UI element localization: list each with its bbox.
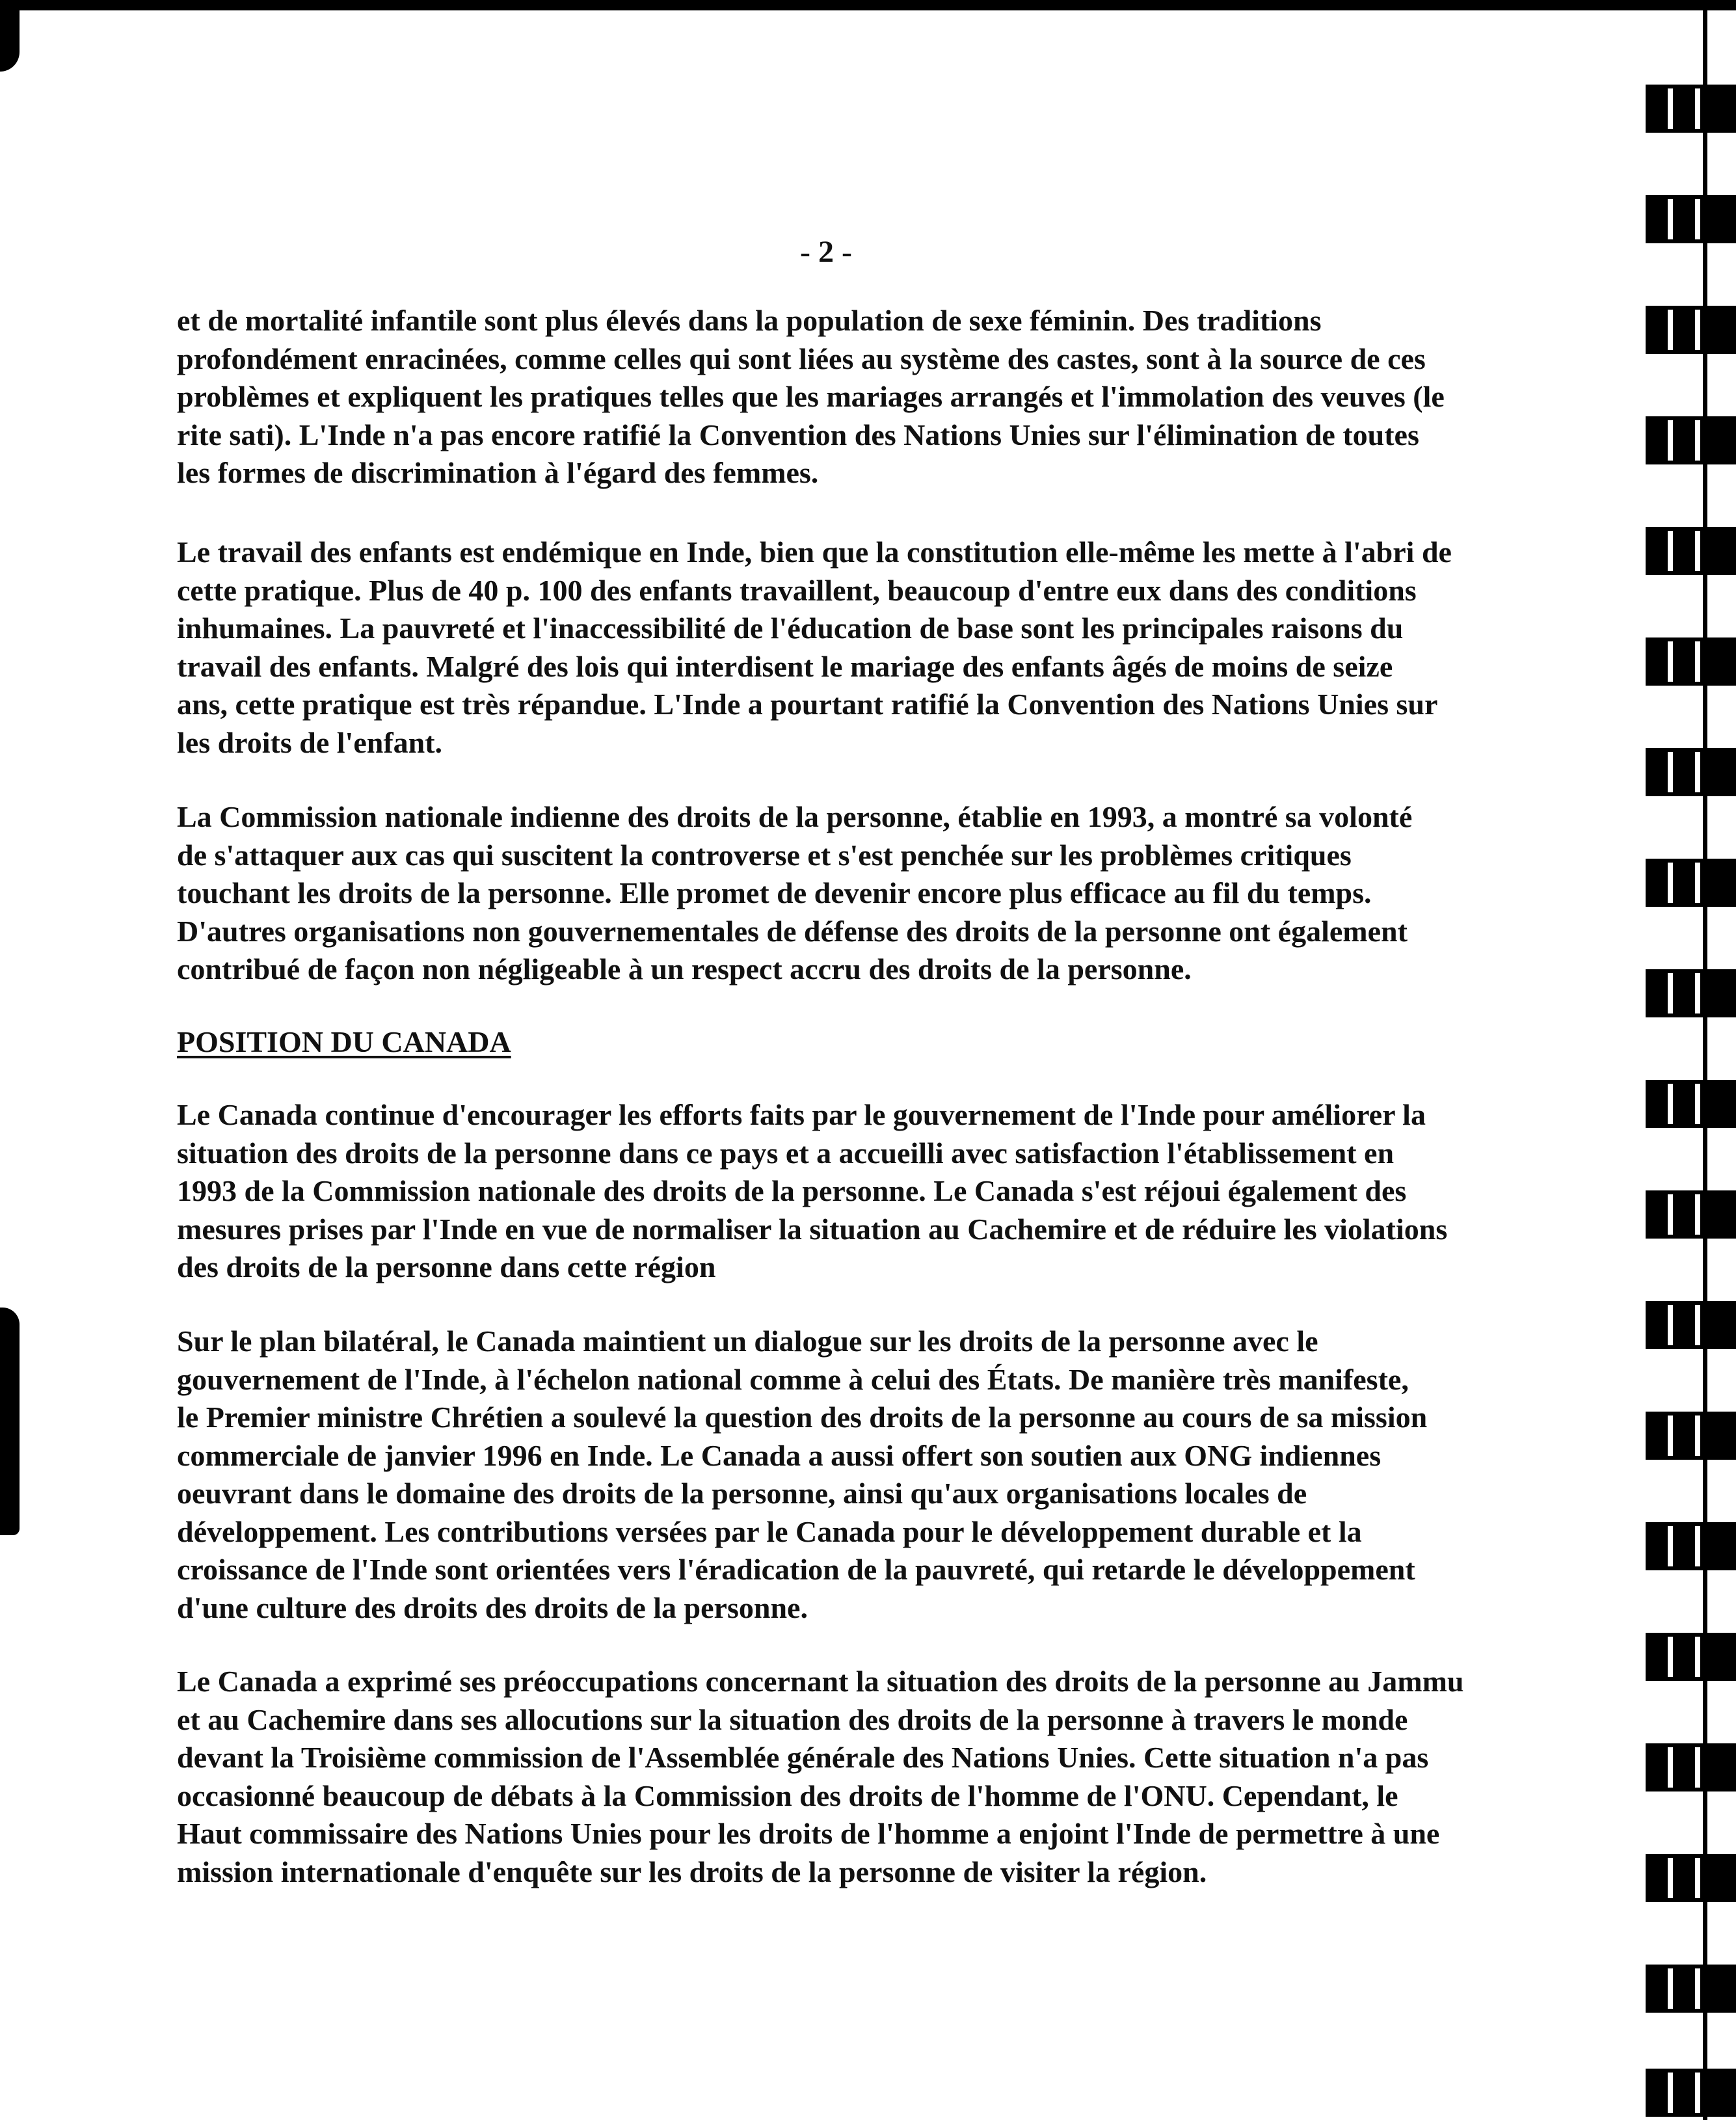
paragraph-kashmir-concerns: Le Canada a exprimé ses préoccupations concernant la situation des droits de la personne au Jammu et au Cachemire dans ses allocutions sur la situation des droits de la personne à travers le monde devant la Troisième commission de l'Assemblée générale des Nations Unies. Cette situation n'a pas occasionné beaucoup de débats à la Commission des droits de l'homme de l'ONU. Cependant, le Haut commissaire des Nations Unies pour les droits de l'homme a enjoint l'Inde de permettre à une mission internationale d'enquête sur les droits de la personne de visiter la région. bbox=[177, 1665, 1464, 1888]
binding-ring bbox=[1646, 1633, 1736, 1681]
binding-ring bbox=[1646, 1190, 1736, 1239]
binding-ring bbox=[1646, 1965, 1736, 2013]
binding-ring bbox=[1646, 85, 1736, 133]
binding-ring bbox=[1646, 1080, 1736, 1128]
binding-ring bbox=[1646, 527, 1736, 575]
paragraph-human-rights-commission: La Commission nationale indienne des droits de la personne, établie en 1993, a montré sa volonté de s'attaquer aux cas qui suscitent la controverse et s'est penchée sur les problèmes critiques touchant les droits de la personne. Elle promet de devenir encore plus efficace au fil du temps. D'autres organisations non gouvernementales de défense des droits de la personne ont également contribué de façon non négligeable à un respect accru des droits de la personne. bbox=[177, 800, 1413, 986]
binding-ring bbox=[1646, 2069, 1736, 2117]
binding-ring bbox=[1646, 637, 1736, 686]
binding-ring bbox=[1646, 748, 1736, 796]
paragraph-bilateral-dialogue: Sur le plan bilatéral, le Canada maintient un dialogue sur les droits de la personne avec le gouvernement de l'Inde, à l'échelon national comme à celui des États. De manière très manifeste, le Premier ministre Chrétien a soulevé la question des droits de la personne au cours de sa mission commerciale de janvier 1996 en Inde. Le Canada a aussi offert son soutien aux ONG indiennes oeuvrant dans le domaine des droits de la personne, ainsi qu'aux organisations locales de développement. Les contributions versées par le Canada pour le développement durable et la croissance de l'Inde sont orientées vers l'éradication de la pauvreté, qui retarde le développement d'une culture des droits des droits de la personne. bbox=[177, 1324, 1428, 1624]
page-number: - 2 - bbox=[800, 235, 852, 269]
binding-ring bbox=[1646, 969, 1736, 1017]
binding-ring bbox=[1646, 1412, 1736, 1460]
paragraph-canada-encouragement: Le Canada continue d'encourager les efforts faits par le gouvernement de l'Inde pour améliorer la situation des droits de la personne dans ce pays et a accueilli avec satisfaction l'établissement en 1993 de la Commission nationale des droits de la personne. Le Canada s'est réjoui également des mesures prises par l'Inde en vue de normaliser la situation au Cachemire et de réduire les violations des droits de la personne dans cette région bbox=[177, 1098, 1448, 1283]
scan-left-mark-middle bbox=[0, 1308, 20, 1535]
scan-left-mark-top bbox=[0, 0, 20, 72]
binding-ring bbox=[1646, 1522, 1736, 1570]
binding-ring bbox=[1646, 1301, 1736, 1349]
binding-ring bbox=[1646, 1743, 1736, 1791]
binding-ring bbox=[1646, 1854, 1736, 1902]
binding-ring bbox=[1646, 306, 1736, 354]
binding-ring bbox=[1646, 416, 1736, 464]
paragraph-women-status: et de mortalité infantile sont plus élevés dans la population de sexe féminin. Des traditions profondément enracinées, comme celles qui sont liées au système des castes, sont à la source de ces problèmes et expliquent les pratiques telles que les mariages arrangés et l'immolation des veuves (le rite sati). L'Inde n'a pas encore ratifié la Convention des Nations Unies sur l'élimination de toutes les formes de discrimination à l'égard des femmes. bbox=[177, 304, 1445, 489]
binding-ring bbox=[1646, 859, 1736, 907]
binding-ring bbox=[1646, 195, 1736, 243]
scan-top-edge bbox=[13, 0, 1736, 10]
section-heading: POSITION DU CANADA bbox=[177, 1025, 511, 1058]
paragraph-child-labour: Le travail des enfants est endémique en Inde, bien que la constitution elle-même les mette à l'abri de cette pratique. Plus de 40 p. 100 des enfants travaillent, beaucoup d'entre eux dans des conditions inhumaines. La pauvreté et l'inaccessibilité de l'éducation de base sont les principales raisons du travail des enfants. Malgré des lois qui interdisent le mariage des enfants âgés de moins de seize ans, cette pratique est très répandue. L'Inde a pourtant ratifié la Convention des Nations Unies sur les droits de l'enfant. bbox=[177, 535, 1452, 759]
